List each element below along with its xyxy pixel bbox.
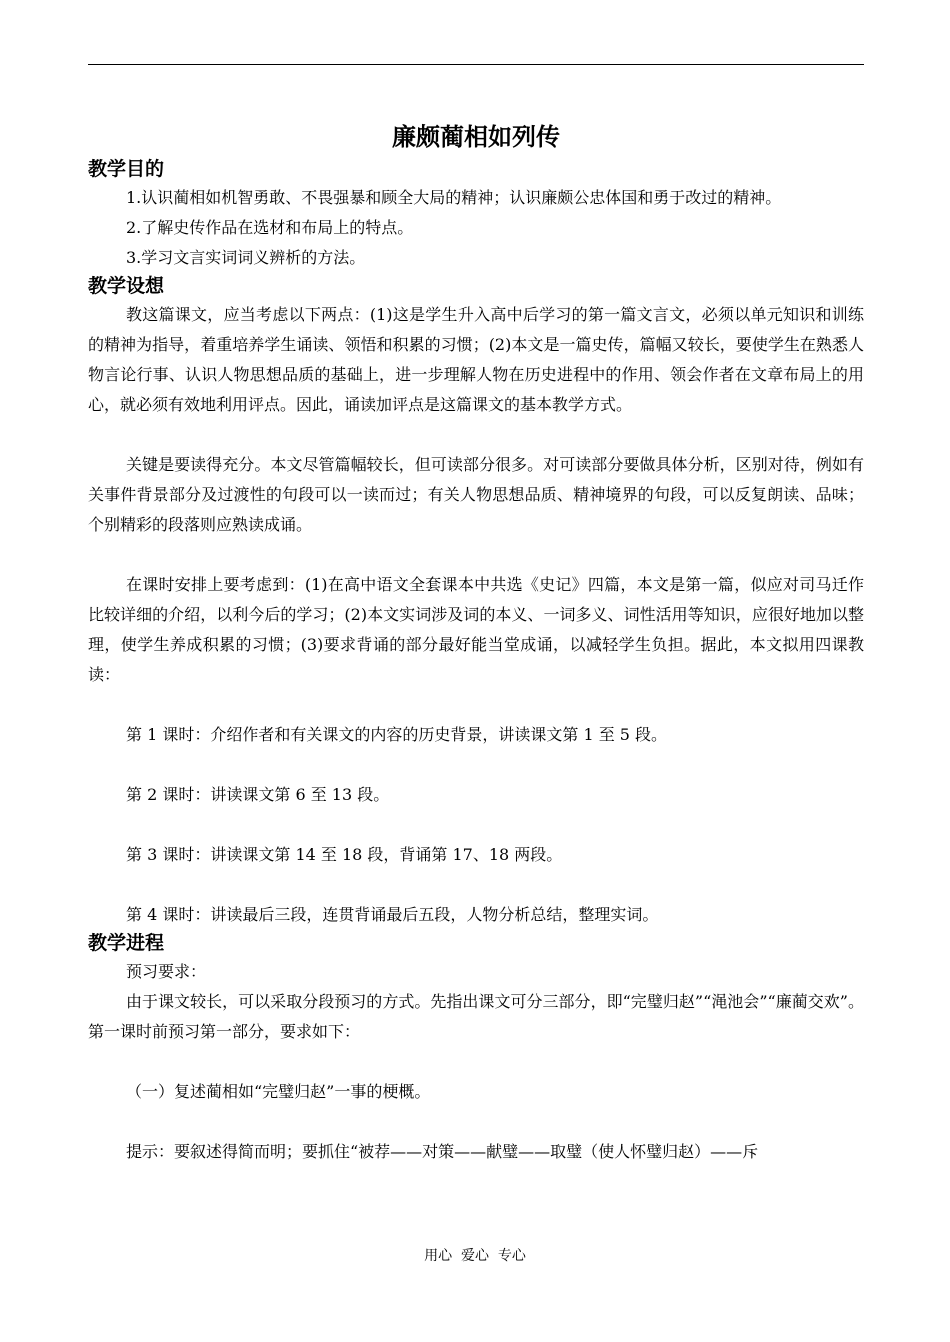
- paragraph-gap: [88, 420, 864, 450]
- document-page: [88, 118, 864, 1167]
- lesson-plan-item: 第 4 课时：讲读最后三段，连贯背诵最后五段，人物分析总结，整理实词。: [126, 905, 659, 924]
- paragraph: 教这篇课文，应当考虑以下两点：(1)这是学生升入高中后学习的第一篇文言文，必须以单元知识和训练的精神为指导，着重培养学生诵读、领悟和积累的习惯；(2)本文是一篇史传，篇幅又较长，要使学生在熟悉人物言论行事、认识人物思想品质的基础上，进一步理解人物在历史进程中的作用、领会作者在文章布局上的用心，就必须有效地利用评点。因此，诵读加评点是这篇课文的基本教学方式。: [88, 305, 864, 414]
- header-rule: [88, 64, 864, 65]
- paragraph-gap: [88, 690, 864, 720]
- paragraph-gap: [88, 870, 864, 900]
- lesson-plan-item: 第 1 课时：介绍作者和有关课文的内容的历史背景，讲读课文第 1 至 5 段。: [126, 725, 668, 744]
- page-footer: 用心 爱心 专心: [424, 1248, 526, 1264]
- lesson-plan-item: 第 2 课时：讲读课文第 6 至 13 段。: [126, 785, 390, 804]
- paragraph: 提示：要叙述得简而明；要抓住“被荐——对策——献璧——取璧（使人怀璧归赵）——斥: [126, 1142, 759, 1161]
- paragraph: 3.学习文言实词词义辨析的方法。: [126, 248, 366, 267]
- page-title: 廉颇蔺相如列传: [392, 123, 560, 151]
- paragraph: 2.了解史传作品在选材和布局上的特点。: [126, 218, 414, 237]
- paragraph: （一）复述蔺相如“完璧归赵”一事的梗概。: [126, 1082, 431, 1101]
- lesson-plan-item: 第 3 课时：讲读课文第 14 至 18 段，背诵第 17、18 两段。: [126, 845, 563, 864]
- paragraph: 预习要求：: [126, 962, 207, 981]
- paragraph-gap: [88, 1047, 864, 1077]
- paragraph: 关键是要读得充分。本文尽管篇幅较长，但可读部分很多。对可读部分要做具体分析，区别对待，例如有关事件背景部分及过渡性的句段可以一读而过；有关人物思想品质、精神境界的句段，可以反复朗读、品味；个别精彩的段落则应熟读成诵。: [88, 455, 864, 534]
- paragraph-gap: [88, 750, 864, 780]
- paragraph: 由于课文较长，可以采取分段预习的方式。先指出课文可分三部分，即“完璧归赵”“渑池会”“廉蔺交欢”。第一课时前预习第一部分，要求如下：: [88, 992, 864, 1041]
- section-heading-teaching-goals: 教学目的: [88, 158, 165, 180]
- section-heading-teaching-design: 教学设想: [88, 275, 165, 297]
- paragraph: 在课时安排上要考虑到：(1)在高中语文全套课本中共选《史记》四篇，本文是第一篇，似应对司马迁作比较详细的介绍，以利今后的学习；(2)本文实词涉及词的本义、一词多义、词性活用等知识，应很好地加以整理，使学生养成积累的习惯；(3)要求背诵的部分最好能当堂成诵，以减轻学生负担。据此，本文拟用四课教读：: [88, 575, 864, 684]
- paragraph: 1.认识蔺相如机智勇敢、不畏强暴和顾全大局的精神；认识廉颇公忠体国和勇于改过的精神。: [126, 188, 782, 207]
- section-heading-teaching-process: 教学进程: [88, 932, 165, 954]
- paragraph-gap: [88, 810, 864, 840]
- paragraph-gap: [88, 540, 864, 570]
- paragraph-gap: [88, 1107, 864, 1137]
